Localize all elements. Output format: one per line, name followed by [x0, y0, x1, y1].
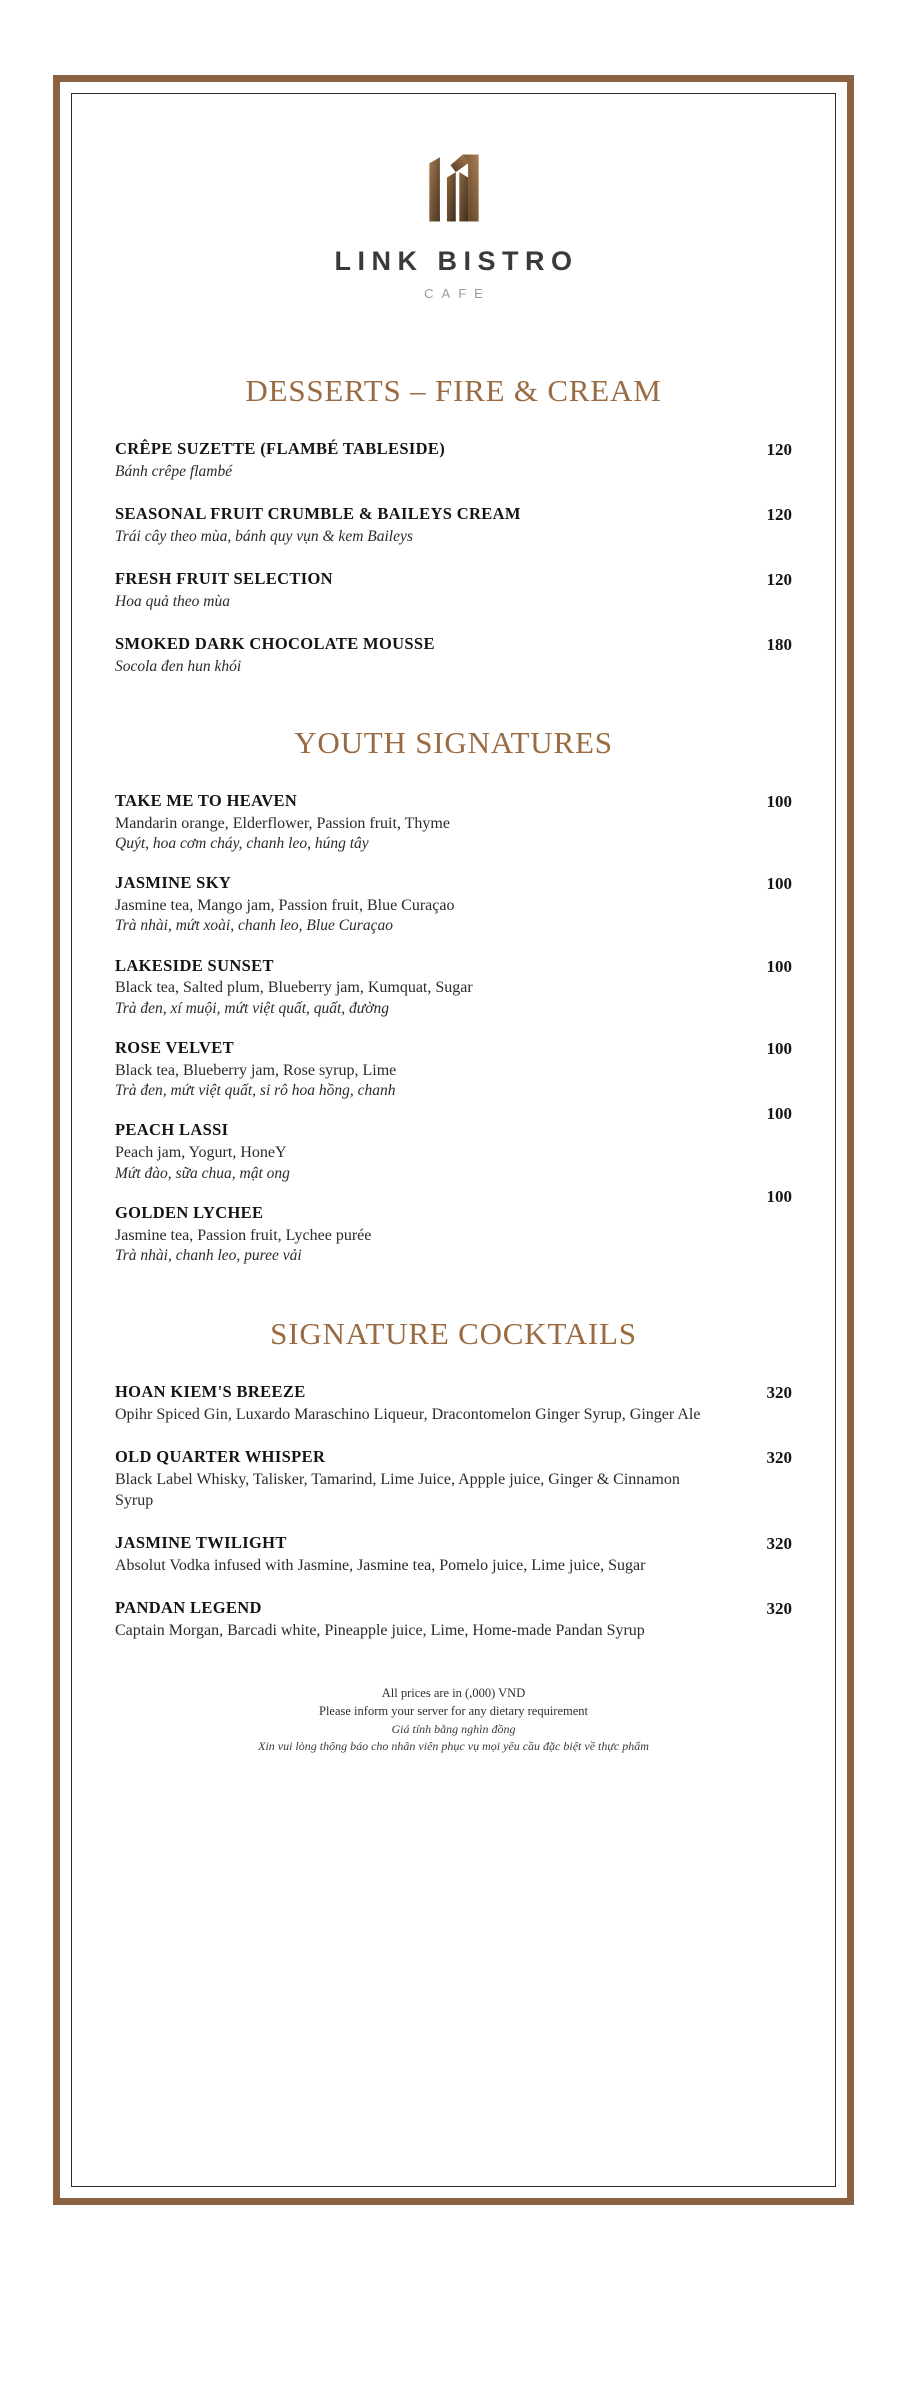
item-list-youth-signatures: [115, 791, 792, 1266]
section-title-desserts: DESSERTS – FIRE & CREAM: [245, 373, 662, 408]
item-name: OLD QUARTER WHISPER: [115, 1447, 326, 1467]
item-description-vi: Trà nhài, chanh leo, puree vải: [115, 1247, 302, 1265]
menu-item: [115, 504, 792, 547]
item-description-en: Absolut Vodka infused with Jasmine, Jasmine tea, Pomelo juice, Lime juice, Sugar: [115, 1556, 646, 1574]
item-name: JASMINE SKY: [115, 873, 232, 893]
item-name: SMOKED DARK CHOCOLATE MOUSSE: [115, 633, 435, 653]
item-description-en: Black tea, Blueberry jam, Rose syrup, Lime: [115, 1061, 397, 1079]
item-name: CRÊPE SUZETTE (FLAMBÉ TABLESIDE): [115, 439, 446, 458]
footer-price-note-vi: Giá tính bằng nghìn đồng: [391, 1721, 516, 1736]
menu-item: [115, 1447, 792, 1511]
item-description-en: Jasmine tea, Mango jam, Passion fruit, Blue Curaçao: [115, 896, 455, 914]
item-price: 320: [766, 1448, 792, 1468]
item-name: PEACH LASSI: [115, 1120, 229, 1140]
menu-item: [115, 1382, 792, 1425]
menu-item: [115, 439, 792, 482]
item-price: 100: [766, 1104, 792, 1124]
item-description-en: Captain Morgan, Barcadi white, Pineapple juice, Lime, Home-made Pandan Syrup: [115, 1622, 645, 1640]
item-price: 120: [766, 569, 792, 589]
item-name: ROSE VELVET: [115, 1037, 234, 1057]
menu-footer: [115, 1684, 792, 1757]
item-description-en: Black tea, Salted plum, Blueberry jam, Kumquat, Sugar: [115, 979, 473, 997]
item-name: HOAN KIEM'S BREEZE: [115, 1382, 306, 1402]
item-name: GOLDEN LYCHEE: [115, 1202, 264, 1222]
item-description-vi: Socola đen hun khói: [115, 657, 242, 675]
item-description-en: Opihr Spiced Gin, Luxardo Maraschino Liqueur, Dracontomelon Ginger Syrup, Ginger Ale: [115, 1405, 701, 1423]
brand-subtitle: CAFE: [424, 286, 491, 301]
item-price: 180: [766, 634, 792, 654]
item-price: 100: [766, 956, 792, 976]
item-description-en: Black Label Whisky, Talisker, Tamarind, Lime Juice, Appple juice, Ginger & Cinnamon Syrup: [115, 1471, 680, 1509]
link-bistro-monogram-icon: [410, 144, 498, 232]
item-name: PANDAN LEGEND: [115, 1598, 262, 1618]
footer-dietary-note: Please inform your server for any dietary requirement: [319, 1704, 588, 1719]
footer-price-note: All prices are in (,000) VND: [381, 1685, 526, 1700]
item-name: JASMINE TWILIGHT: [115, 1533, 287, 1553]
menu-item: [115, 1104, 792, 1183]
item-description-en: Mandarin orange, Elderflower, Passion fruit, Thyme: [115, 814, 450, 832]
item-price: 100: [766, 1186, 792, 1206]
item-description-vi: Mứt đào, sữa chua, mật ong: [115, 1164, 290, 1182]
menu-content: [60, 82, 847, 2198]
section-title-youth-signatures: YOUTH SIGNATURES: [294, 724, 613, 760]
menu-item: [115, 1598, 792, 1641]
item-description-en: Jasmine tea, Passion fruit, Lychee purée: [115, 1226, 372, 1244]
menu-item: [115, 1186, 792, 1266]
item-description-vi: Bánh crêpe flambé: [115, 462, 233, 480]
menu-page: [53, 75, 854, 2205]
item-price: 120: [766, 504, 792, 524]
menu-item: [115, 791, 792, 854]
menu-item: [115, 1038, 792, 1101]
item-list-desserts: [115, 439, 792, 677]
item-price: 100: [766, 874, 792, 894]
item-price: 320: [766, 1383, 792, 1403]
item-description-vi: Trà đen, mứt việt quất, si rô hoa hồng, chanh: [115, 1082, 396, 1100]
item-description-vi: Hoa quả theo mùa: [115, 592, 230, 610]
item-price: 100: [766, 1038, 792, 1058]
footer-dietary-note-vi: Xin vui lòng thông báo cho nhân viên phục vụ mọi yêu cầu đặc biệt về thực phẩm: [258, 1739, 649, 1754]
item-description-en: Peach jam, Yogurt, HoneY: [115, 1144, 287, 1162]
menu-item: [115, 1533, 792, 1576]
item-list-signature-cocktails: [115, 1382, 792, 1642]
item-description-vi: Trà đen, xí muội, mứt việt quất, quất, đường: [115, 999, 390, 1017]
item-description-vi: Trái cây theo mùa, bánh quy vụn & kem Baileys: [115, 527, 413, 545]
brand-header: [115, 82, 792, 301]
item-price: 320: [766, 1599, 792, 1619]
menu-item: [115, 956, 792, 1019]
menu-item: [115, 634, 792, 677]
menu-item: [115, 873, 792, 936]
item-price: 320: [766, 1534, 792, 1554]
item-name: TAKE ME TO HEAVEN: [115, 790, 298, 810]
brand-name: LINK BISTRO: [334, 246, 579, 276]
item-name: FRESH FRUIT SELECTION: [115, 568, 333, 588]
item-price: 120: [766, 440, 792, 459]
menu-item: [115, 569, 792, 612]
item-description-vi: Trà nhài, mứt xoài, chanh leo, Blue Curaçao: [115, 917, 393, 935]
item-name: SEASONAL FRUIT CRUMBLE & BAILEYS CREAM: [115, 503, 521, 523]
item-name: LAKESIDE SUNSET: [115, 955, 274, 975]
item-description-vi: Quýt, hoa cơm cháy, chanh leo, húng tây: [115, 835, 369, 853]
section-title-signature-cocktails: SIGNATURE COCKTAILS: [270, 1316, 637, 1352]
item-price: 100: [766, 791, 792, 811]
